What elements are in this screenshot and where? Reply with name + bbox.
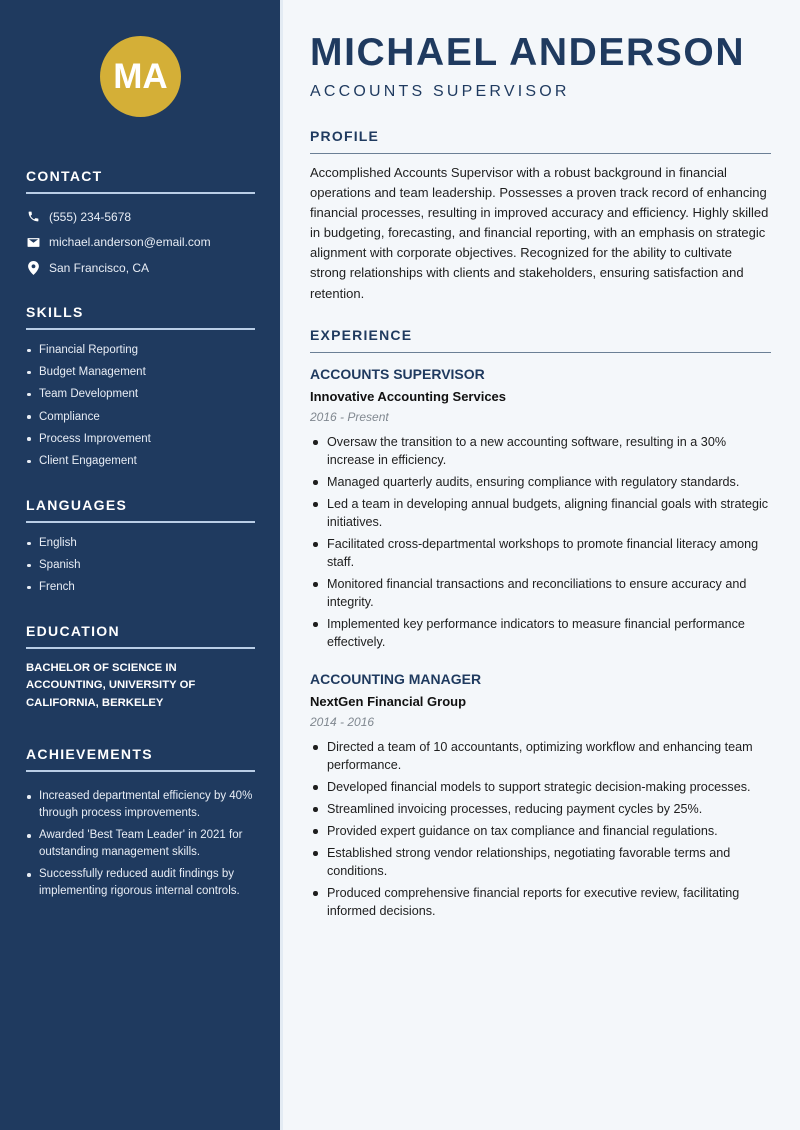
profile-summary: Accomplished Accounts Supervisor with a robust background in financial operations and team leadership. Possesses a proven track record of enhancing financial processes, resulting in improved accuracy and efficiency. Highly skilled in budgeting, forecasting, and financial reporting, with an emphasis on strategic alignment with corporate objectives. Recognized for the ability to cultivate strong relationships with clients and stakeholders, ensuring satisfaction and retention. xyxy=(310,165,769,301)
section-heading-skills: SKILLS xyxy=(26,304,255,330)
job-bullet: Led a team in developing annual budgets, aligning financial goals with strategic initiatives. xyxy=(310,495,771,531)
achievement-item: Increased departmental efficiency by 40% through process improvements. xyxy=(26,788,255,822)
section-heading-profile: PROFILE xyxy=(310,128,771,154)
job-bullet: Established strong vendor relationships, negotiating favorable terms and conditions. xyxy=(310,844,771,880)
achievement-item: Successfully reduced audit findings by implementing rigorous internal controls. xyxy=(26,866,255,900)
section-heading-contact: CONTACT xyxy=(26,168,255,194)
skill-item: Process Improvement xyxy=(26,428,255,450)
candidate-title: ACCOUNTS SUPERVISOR xyxy=(310,83,570,100)
job-dates: 2014 - 2016 xyxy=(310,715,375,729)
job-responsibilities xyxy=(310,433,771,651)
email-icon xyxy=(26,235,40,249)
sidebar xyxy=(0,0,280,1130)
education-section xyxy=(26,623,255,712)
education-degree: BACHELOR OF SCIENCE IN ACCOUNTING, UNIVERSITY OF CALIFORNIA, BERKELEY xyxy=(26,662,196,709)
languages-list xyxy=(26,532,255,599)
section-heading-experience: EXPERIENCE xyxy=(310,327,771,353)
location-pin-icon xyxy=(26,261,40,275)
language-item: French xyxy=(26,576,255,598)
skill-item: Budget Management xyxy=(26,361,255,383)
job-bullet: Managed quarterly audits, ensuring compliance with regulatory standards. xyxy=(310,473,771,491)
job-title: ACCOUNTING MANAGER xyxy=(310,671,482,687)
avatar xyxy=(100,36,181,117)
skills-list xyxy=(26,339,255,472)
phone-icon xyxy=(26,210,40,224)
sidebar-divider xyxy=(280,0,283,1130)
achievements-section xyxy=(26,746,255,905)
avatar-initials: MA xyxy=(113,56,168,96)
job-title: ACCOUNTS SUPERVISOR xyxy=(310,366,485,382)
job-bullet: Implemented key performance indicators to measure financial performance effectively. xyxy=(310,615,771,651)
job-bullet: Developed financial models to support strategic decision-making processes. xyxy=(310,778,771,796)
contact-location-text: San Francisco, CA xyxy=(49,260,150,275)
achievements-list xyxy=(26,788,255,900)
skill-item: Compliance xyxy=(26,406,255,428)
job-entry xyxy=(310,671,771,924)
language-item: English xyxy=(26,532,255,554)
job-entry xyxy=(310,366,771,655)
job-dates: 2016 - Present xyxy=(310,410,389,424)
job-bullet: Facilitated cross-departmental workshops to promote financial literacy among staff. xyxy=(310,535,771,571)
contact-section xyxy=(26,168,255,281)
skills-section xyxy=(26,304,255,472)
candidate-name: MICHAEL ANDERSON xyxy=(310,31,746,74)
contact-email xyxy=(26,230,255,256)
contact-email-text: michael.anderson@email.com xyxy=(49,235,211,250)
job-bullet: Provided expert guidance on tax compliance and financial regulations. xyxy=(310,822,771,840)
job-company: NextGen Financial Group xyxy=(310,694,467,709)
skill-item: Team Development xyxy=(26,383,255,405)
achievement-item: Awarded 'Best Team Leader' in 2021 for outstanding management skills. xyxy=(26,827,255,861)
language-item: Spanish xyxy=(26,554,255,576)
section-heading-languages: LANGUAGES xyxy=(26,497,255,523)
contact-list xyxy=(26,204,255,281)
contact-phone xyxy=(26,204,255,230)
job-responsibilities xyxy=(310,738,771,920)
job-company: Innovative Accounting Services xyxy=(310,389,507,404)
job-bullet: Directed a team of 10 accountants, optimizing workflow and enhancing team performance. xyxy=(310,738,771,774)
section-heading-achievements: ACHIEVEMENTS xyxy=(26,746,255,772)
skill-item: Financial Reporting xyxy=(26,339,255,361)
contact-location xyxy=(26,255,255,281)
contact-phone-text: (555) 234-5678 xyxy=(49,209,132,224)
job-bullet: Produced comprehensive financial reports for executive review, facilitating informed decisions. xyxy=(310,884,771,920)
section-heading-education: EDUCATION xyxy=(26,623,255,649)
languages-section xyxy=(26,497,255,599)
skill-item: Client Engagement xyxy=(26,450,255,472)
job-bullet: Oversaw the transition to a new accounting software, resulting in a 30% increase in efficiency. xyxy=(310,433,771,469)
job-bullet: Streamlined invoicing processes, reducing payment cycles by 25%. xyxy=(310,800,771,818)
job-bullet: Monitored financial transactions and reconciliations to ensure accuracy and integrity. xyxy=(310,575,771,611)
